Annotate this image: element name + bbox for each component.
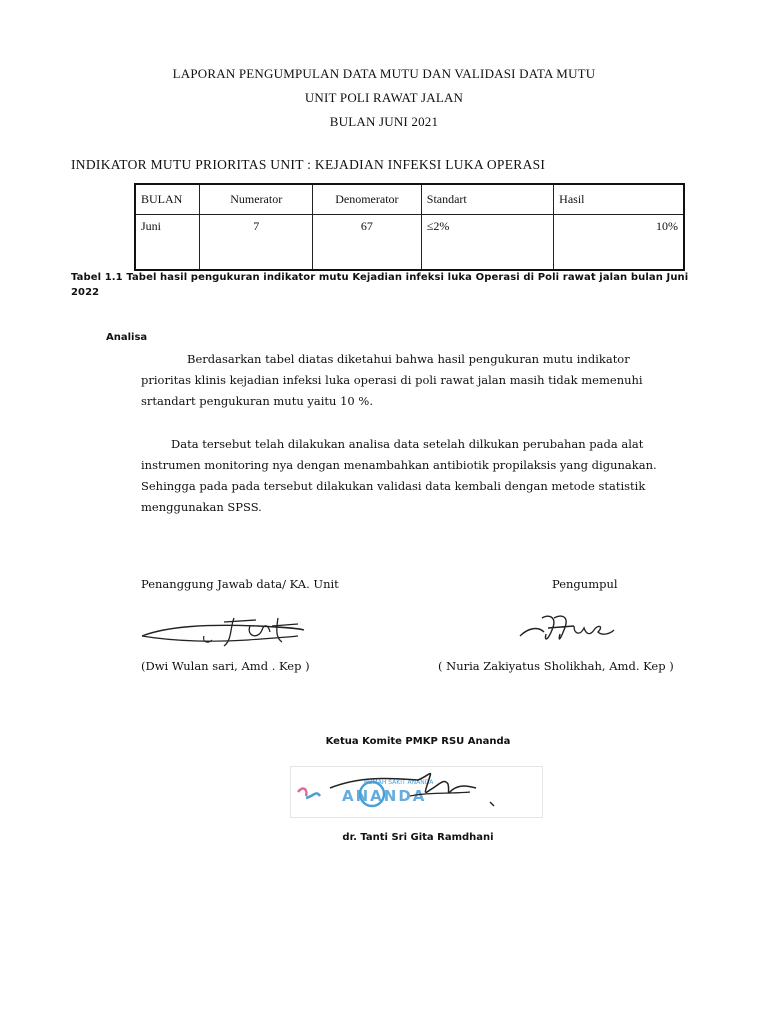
doctor-name: dr. Tanti Sri Gita Ramdhani [342, 832, 494, 843]
responsible-label: Penanggung Jawab data/ KA. Unit [141, 577, 339, 591]
committee-title: Ketua Komite PMKP RSU Ananda [325, 736, 511, 747]
report-title-line-3: BULAN JUNI 2021 [329, 114, 439, 129]
responsible-name: (Dwi Wulan sari, Amd . Kep ) [141, 659, 310, 673]
analysis-paragraph-2: Data tersebut telah dilakukan analisa data setelah dilkukan perubahan pada alat instrumen monitoring nya dengan menambahkan antibiotik propilaksis yang digunakan. Sehingga pada pada tersebut dilakukan validasi data kembali dengan metode statistik menggunakan SPSS. [141, 437, 657, 514]
report-title-line-1: LAPORAN PENGUMPULAN DATA MUTU DAN VALIDASI DATA MUTU [172, 66, 596, 81]
collector-name: ( Nuria Zakiyatus Sholikhah, Amd. Kep ) [438, 659, 674, 673]
table-header-denomerator: Denomerator [313, 184, 422, 215]
cell-denomerator: 67 [313, 215, 422, 271]
committee-stamp-signature [290, 766, 543, 818]
collector-label: Pengumpul [552, 577, 618, 591]
responsible-signature [138, 612, 308, 652]
cell-bulan: Juni [135, 215, 200, 271]
table-header-row [135, 184, 684, 215]
report-title-line-2: UNIT POLI RAWAT JALAN [304, 90, 464, 105]
indicator-title: INDIKATOR MUTU PRIORITAS UNIT : KEJADIAN INFEKSI LUKA OPERASI [71, 157, 546, 172]
collector-signature [518, 610, 618, 650]
analysis-paragraph-1: Berdasarkan tabel diatas diketahui bahwa hasil pengukuran mutu indikator prioritas klinis kejadian infeksi luka operasi di poli rawat jalan masih tidak memenuhi srtandart pengukuran mutu yaitu 10 %. [141, 352, 643, 408]
table-header-numerator: Numerator [200, 184, 313, 215]
table-header-standart: Standart [421, 184, 553, 215]
table-header-bulan: BULAN [135, 184, 200, 215]
cell-hasil: 10% [554, 215, 684, 271]
table-caption: Tabel 1.1 Tabel hasil pengukuran indikator mutu Kejadian infeksi luka Operasi di Poli rawat jalan bulan Juni 2022 [71, 272, 689, 298]
svg-text:ANANDA: ANANDA [342, 787, 427, 805]
cell-numerator: 7 [200, 215, 313, 271]
table-row [135, 215, 684, 271]
cell-standart: ≤2% [421, 215, 553, 271]
stamp-lettering: RUMAH SAKIT ANANDA [364, 779, 434, 786]
table-header-hasil: Hasil [554, 184, 684, 215]
results-table [134, 183, 685, 271]
analysis-heading: Analisa [106, 332, 148, 343]
